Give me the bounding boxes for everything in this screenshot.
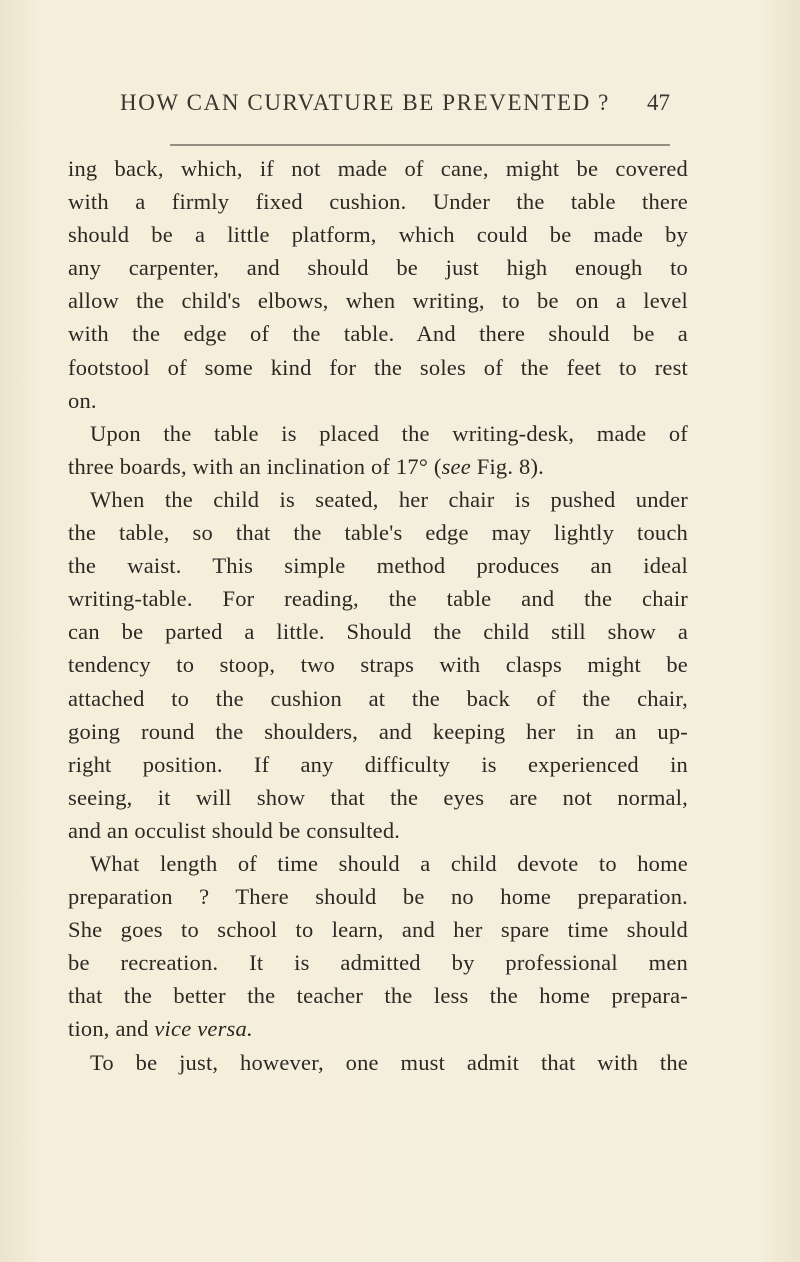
text-line-with-italic bbox=[68, 450, 688, 483]
text-line: that the better the teacher the less the home prepara- bbox=[68, 983, 688, 1009]
paragraph-start-line: Upon the table is placed the writing-desk, made of bbox=[90, 420, 688, 446]
paragraph-start-line: To be just, however, one must admit that with the bbox=[90, 1049, 688, 1075]
text-line: with a firmly fixed cushion. Under the table there bbox=[68, 189, 688, 215]
header-rule bbox=[170, 144, 670, 146]
italic-text: see bbox=[441, 453, 471, 479]
text-line: tendency to stoop, two straps with clasps might be bbox=[68, 652, 688, 678]
text-line: be recreation. It is admitted by professional men bbox=[68, 950, 688, 976]
text-span: tion, and bbox=[68, 1016, 155, 1042]
text-line: writing-table. For reading, the table and the chair bbox=[68, 586, 688, 612]
text-line: any carpenter, and should be just high enough to bbox=[68, 255, 688, 281]
page-number: 47 bbox=[647, 90, 670, 115]
text-line: footstool of some kind for the soles of the feet to rest bbox=[68, 354, 688, 380]
text-line: can be parted a little. Should the child still show a bbox=[68, 619, 688, 645]
running-head: HOW CAN CURVATURE BE PREVENTED ? bbox=[120, 90, 610, 115]
italic-text: vice versa. bbox=[154, 1016, 253, 1042]
text-span: three boards, with an inclination of 17° ( bbox=[68, 453, 442, 479]
text-line: going round the shoulders, and keeping her in an up- bbox=[68, 718, 688, 744]
text-line-with-italic bbox=[68, 1012, 688, 1045]
paragraph-start-line: When the child is seated, her chair is pushed under bbox=[90, 486, 688, 512]
text-line: preparation ? There should be no home preparation. bbox=[68, 884, 688, 910]
text-line: should be a little platform, which could be made by bbox=[68, 222, 688, 248]
text-line: right position. If any difficulty is experienced in bbox=[68, 751, 688, 777]
paragraph-start-line: What length of time should a child devote to home bbox=[90, 850, 688, 876]
text-line: allow the child's elbows, when writing, to be on a level bbox=[68, 288, 688, 314]
page-header bbox=[120, 90, 680, 126]
text-line: and an occulist should be consulted. bbox=[68, 817, 401, 843]
text-line: on. bbox=[68, 387, 97, 413]
body-text bbox=[68, 152, 688, 1079]
text-line: She goes to school to learn, and her spare time should bbox=[68, 917, 688, 943]
text-span: Fig. 8). bbox=[470, 453, 544, 479]
text-line: ing back, which, if not made of cane, might be covered bbox=[68, 156, 688, 181]
text-line: seeing, it will show that the eyes are not normal, bbox=[68, 784, 688, 810]
text-line: the table, so that the table's edge may lightly touch bbox=[68, 520, 688, 546]
text-line: the waist. This simple method produces an ideal bbox=[68, 553, 688, 579]
text-line: with the edge of the table. And there should be a bbox=[68, 321, 688, 347]
text-line: attached to the cushion at the back of the chair, bbox=[68, 685, 688, 711]
